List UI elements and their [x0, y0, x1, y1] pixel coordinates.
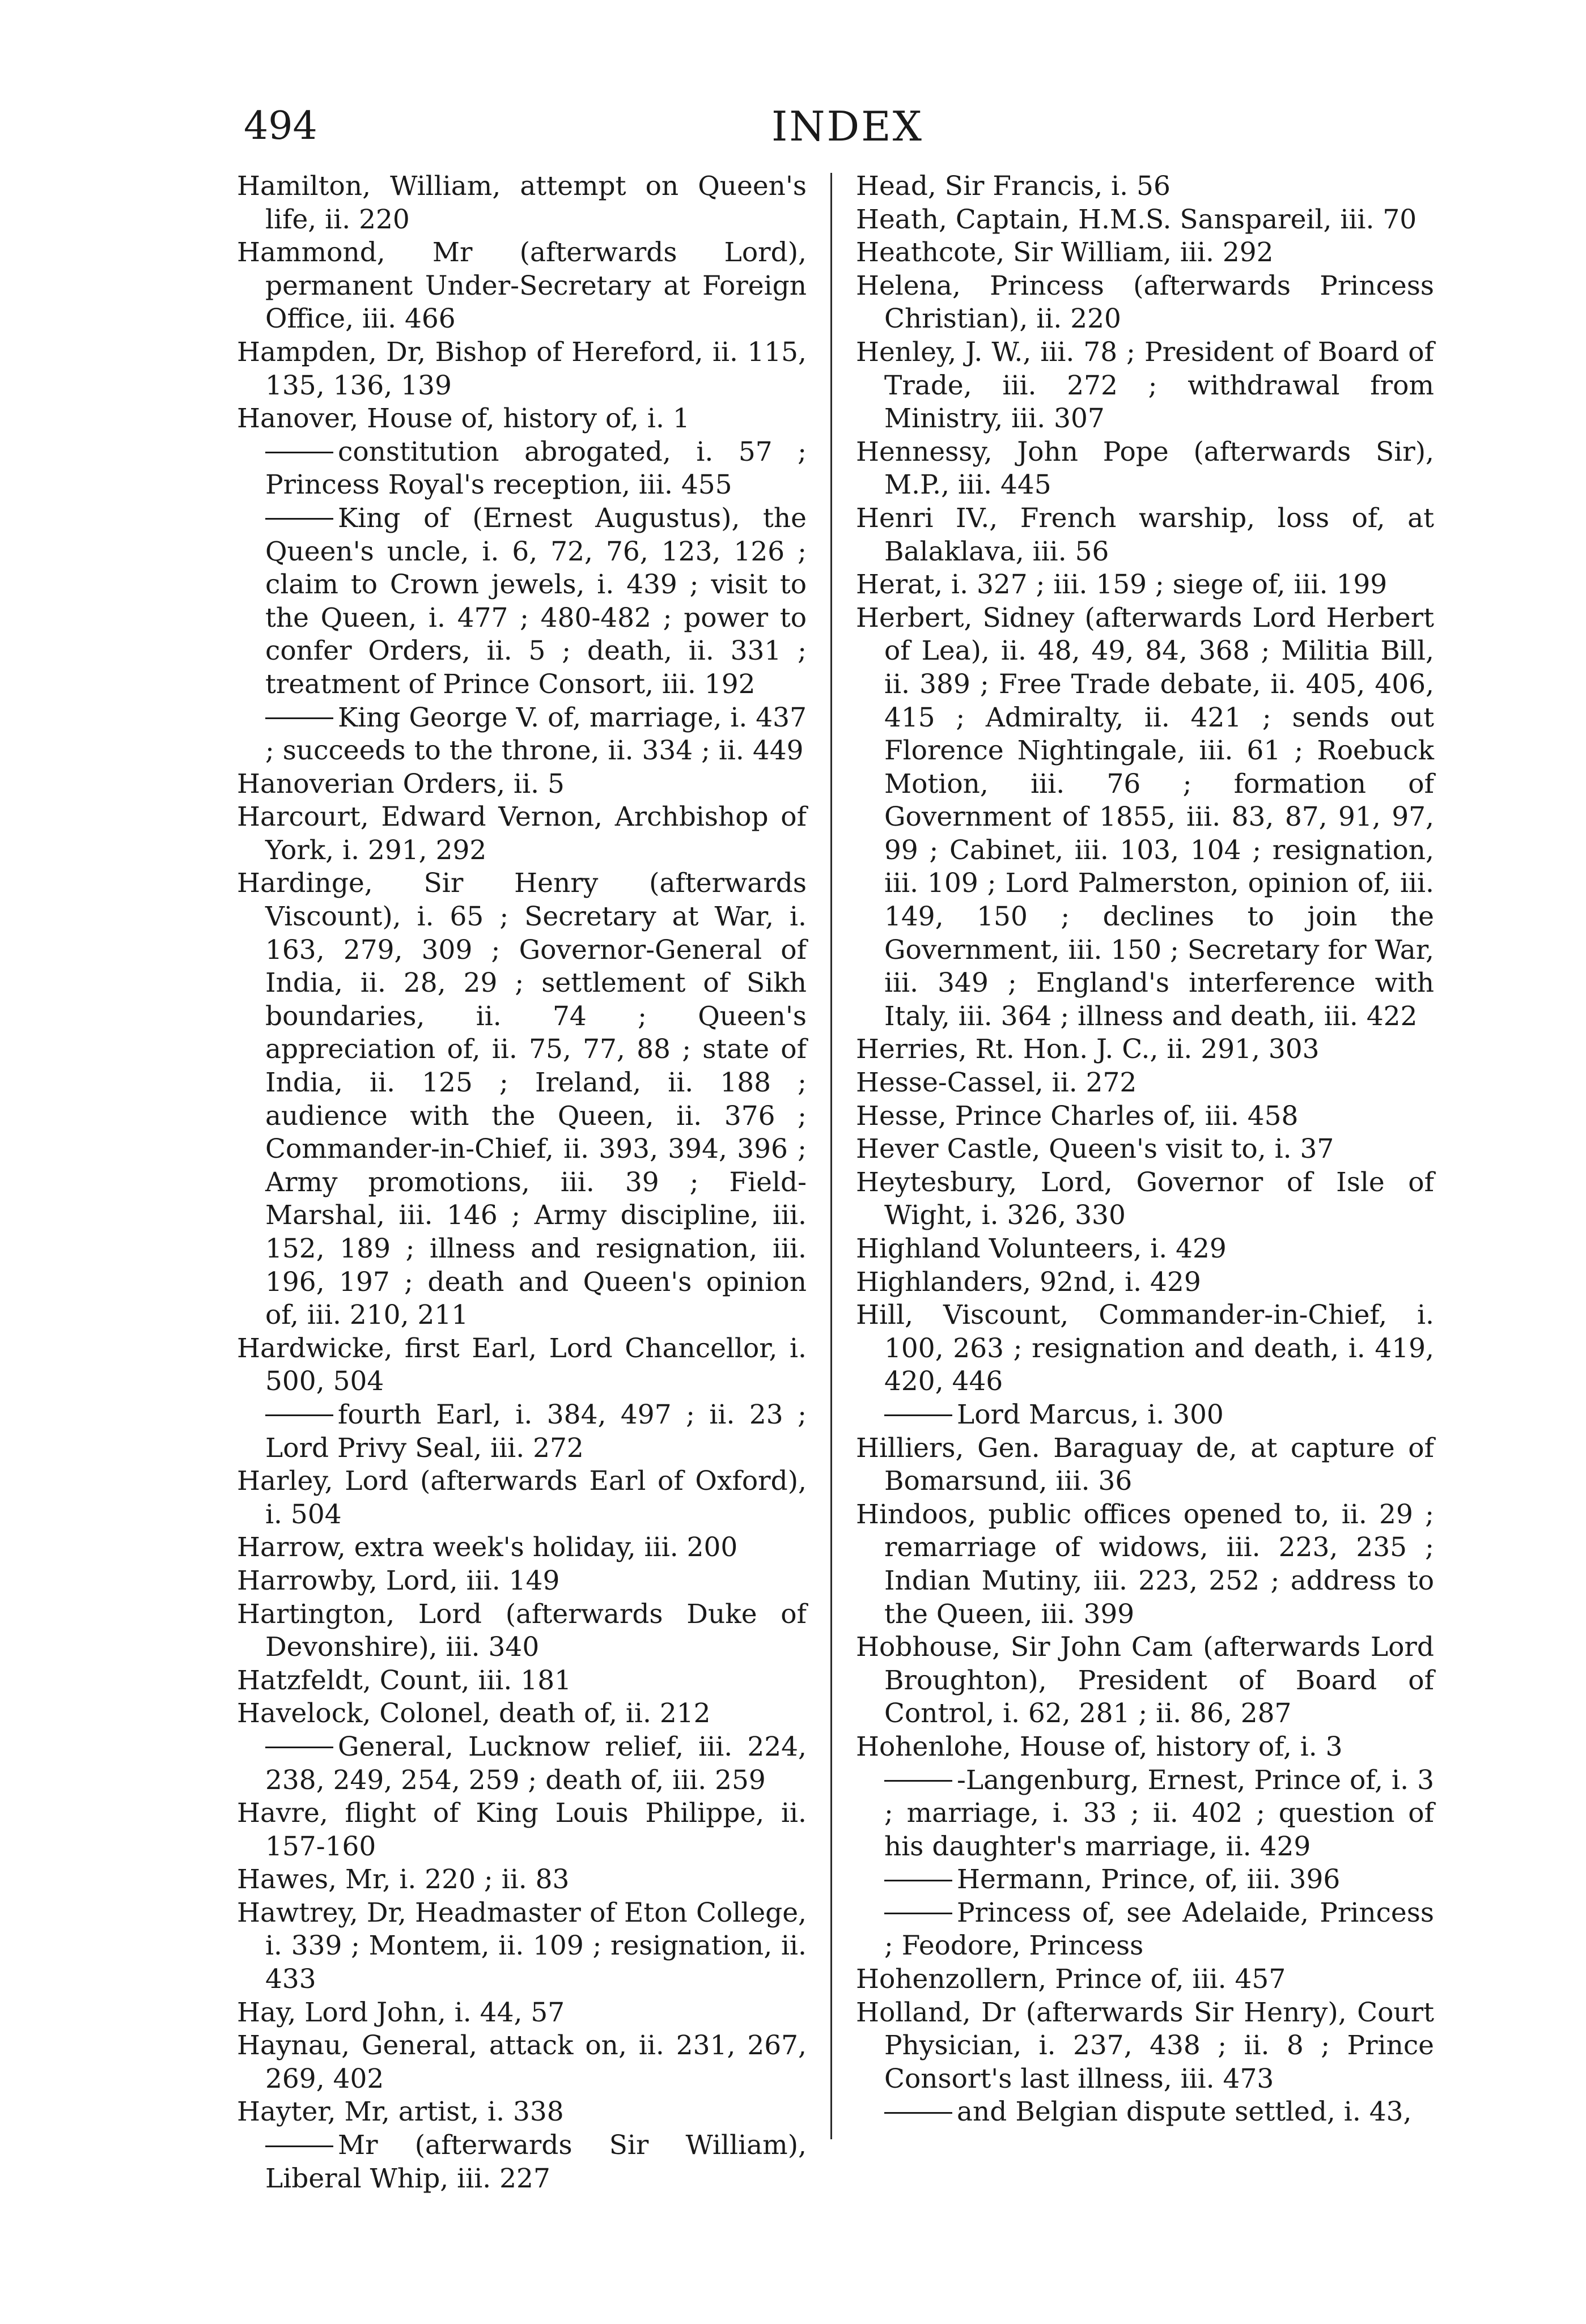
ditto-dash	[884, 2112, 952, 2114]
index-entry	[856, 1033, 1434, 1067]
ditto-dash	[265, 1747, 333, 1748]
index-entry	[856, 502, 1434, 568]
entry-text: General, Lucknow relief, iii. 224, 238, 249, 254, 259 ; death of, iii. 259	[265, 1731, 807, 1796]
index-subentry	[856, 1399, 1434, 1432]
entry-text: Hesse, Prince Charles of, iii. 458	[856, 1100, 1299, 1132]
column-divider	[830, 173, 832, 2139]
entry-text: Princess of, see Adelaide, Princess ; Feodore, Princess	[884, 1897, 1434, 1962]
index-subentry	[237, 502, 807, 702]
index-entry	[237, 1863, 807, 1897]
index-entry	[856, 436, 1434, 502]
index-entry	[237, 768, 807, 801]
entry-text: Hardwicke, first Earl, Lord Chancellor, i. 500, 504	[237, 1332, 807, 1397]
entry-text: Hohenzollern, Prince of, iii. 457	[856, 1964, 1286, 1995]
index-entry	[237, 1332, 807, 1399]
entry-text: -Langenburg, Ernest, Prince of, i. 3 ; marriage, i. 33 ; ii. 402 ; question of his daughter's marriage, ii. 429	[884, 1764, 1434, 1862]
entry-text: Hesse-Cassel, ii. 272	[856, 1067, 1137, 1099]
entry-text: Heytesbury, Lord, Governor of Isle of Wight, i. 326, 330	[856, 1166, 1434, 1231]
index-entry	[856, 236, 1434, 270]
index-entry	[856, 1432, 1434, 1498]
index-entry	[856, 1963, 1434, 1996]
entry-text: Hohenlohe, House of, history of, i. 3	[856, 1731, 1343, 1762]
index-entry	[856, 336, 1434, 436]
index-entry	[856, 1100, 1434, 1133]
index-entry	[237, 402, 807, 436]
ditto-dash	[884, 1880, 952, 1881]
index-entry	[237, 236, 807, 336]
index-column-right	[856, 170, 1434, 2129]
entry-text: Lord Marcus, i. 300	[957, 1399, 1224, 1430]
entry-text: King of (Ernest Augustus), the Queen's uncle, i. 6, 72, 76, 123, 126 ; claim to Crown jewels, i. 439 ; visit to the Queen, i. 477 ; 480-482 ; power to confer Orders, ii. 5 ; death, ii. 331 ; treatment of Prince Consort, iii. 192	[265, 502, 807, 700]
entry-text: Mr (afterwards Sir William), Liberal Whip, iii. 227	[265, 2130, 807, 2194]
index-entry	[237, 1465, 807, 1531]
index-entry	[237, 801, 807, 867]
entry-text: Harrow, extra week's holiday, iii. 200	[237, 1532, 738, 1564]
entry-text: Herat, i. 327 ; iii. 159 ; siege of, iii. 199	[856, 569, 1388, 601]
index-entry	[237, 1664, 807, 1698]
index-entry	[856, 1498, 1434, 1631]
ditto-dash	[884, 1414, 952, 1416]
index-subentry	[237, 702, 807, 768]
entry-text: Havre, flight of King Louis Philippe, ii. 157-160	[237, 1798, 807, 1862]
entry-text: Hindoos, public offices opened to, ii. 29 ; remarriage of widows, iii. 223, 235 ; Indian Mutiny, iii. 223, 252 ; address to the Queen, iii. 399	[856, 1498, 1434, 1630]
index-entry	[237, 2096, 807, 2129]
page-number: 494	[244, 104, 317, 148]
index-entry	[856, 270, 1434, 336]
entry-text: Henri IV., French warship, loss of, at Balaklava, iii. 56	[856, 502, 1434, 567]
index-entry	[856, 568, 1434, 602]
index-entry	[856, 1996, 1434, 2096]
index-entry	[856, 1067, 1434, 1100]
index-entry	[856, 1233, 1434, 1266]
entry-text: Hill, Viscount, Commander-in-Chief, i. 100, 263 ; resignation and death, i. 419, 420, 446	[856, 1299, 1434, 1397]
ditto-dash	[265, 2145, 333, 2147]
entry-text: and Belgian dispute settled, i. 43,	[957, 2096, 1412, 2128]
entry-text: Highlanders, 92nd, i. 429	[856, 1266, 1201, 1298]
entry-text: Hawtrey, Dr, Headmaster of Eton College, i. 339 ; Montem, ii. 109 ; resignation, ii. 433	[237, 1897, 807, 1995]
entry-text: Harrowby, Lord, iii. 149	[237, 1565, 560, 1596]
entry-text: Harley, Lord (afterwards Earl of Oxford), i. 504	[237, 1465, 807, 1530]
index-entry	[237, 336, 807, 402]
index-entry	[237, 1897, 807, 1996]
entry-text: Havelock, Colonel, death of, ii. 212	[237, 1698, 711, 1730]
entry-text: Haynau, General, attack on, ii. 231, 267, 269, 402	[237, 2030, 807, 2094]
entry-text: Hobhouse, Sir John Cam (afterwards Lord Broughton), President of Board of Control, i. 62, 281 ; ii. 86, 287	[856, 1632, 1434, 1730]
entry-text: Heath, Captain, H.M.S. Sanspareil, iii. 70	[856, 203, 1417, 235]
entry-text: Hay, Lord John, i. 44, 57	[237, 1996, 565, 2028]
index-entry	[856, 1631, 1434, 1731]
entry-text: Herbert, Sidney (afterwards Lord Herbert of Lea), ii. 48, 49, 84, 368 ; Militia Bill, ii. 389 ; Free Trade debate, ii. 405, 406, 415 ; Admiralty, ii. 421 ; sends out Florence Nightingale, iii. 61 ; Roebuck Motion, iii. 76 ; formation of Government of 1855, iii. 83, 87, 91, 97, 99 ; Cabinet, iii. 103, 104 ; resignation, iii. 109 ; Lord Palmerston, opinion of, iii. 149, 150 ; declines to join the Government, iii. 150 ; Secretary for War, iii. 349 ; England's interference with Italy, iii. 364 ; illness and death, iii. 422	[856, 602, 1434, 1032]
entry-text: Hawes, Mr, i. 220 ; ii. 83	[237, 1864, 570, 1896]
entry-text: Henley, J. W., iii. 78 ; President of Board of Trade, iii. 272 ; withdrawal from Ministry, iii. 307	[856, 336, 1434, 435]
index-entry	[856, 203, 1434, 237]
index-entry	[237, 1797, 807, 1863]
entry-text: Hatzfeldt, Count, iii. 181	[237, 1664, 572, 1696]
ditto-dash	[265, 518, 333, 520]
entry-text: Heathcote, Sir William, iii. 292	[856, 237, 1274, 269]
ditto-dash	[884, 1913, 952, 1914]
index-subentry	[237, 2129, 807, 2195]
index-entry	[856, 1299, 1434, 1399]
entry-text: Hartington, Lord (afterwards Duke of Devonshire), iii. 340	[237, 1598, 807, 1663]
index-entry	[856, 602, 1434, 1034]
index-entry	[237, 1697, 807, 1731]
index-subentry	[856, 1863, 1434, 1897]
entry-text: constitution abrogated, i. 57 ; Princess Royal's reception, iii. 455	[265, 436, 807, 501]
index-entry	[237, 1996, 807, 2030]
index-entry	[856, 1266, 1434, 1299]
entry-text: King George V. of, marriage, i. 437 ; succeeds to the throne, ii. 334 ; ii. 449	[265, 702, 807, 767]
page-title: INDEX	[771, 103, 923, 150]
index-subentry	[856, 2096, 1434, 2129]
ditto-dash	[884, 1780, 952, 1782]
entry-text: fourth Earl, i. 384, 497 ; ii. 23 ; Lord Privy Seal, iii. 272	[265, 1399, 807, 1464]
entry-text: Holland, Dr (afterwards Sir Henry), Court Physician, i. 237, 438 ; ii. 8 ; Prince Consort's last illness, iii. 473	[856, 1996, 1434, 2094]
index-subentry	[237, 1399, 807, 1465]
entry-text: Head, Sir Francis, i. 56	[856, 171, 1171, 202]
index-entry	[237, 2029, 807, 2096]
entry-text: Hampden, Dr, Bishop of Hereford, ii. 115, 135, 136, 139	[237, 336, 807, 401]
index-entry	[237, 1565, 807, 1598]
entry-text: Hamilton, William, attempt on Queen's life, ii. 220	[237, 171, 807, 235]
entry-text: Hanoverian Orders, ii. 5	[237, 768, 565, 800]
index-column-left	[237, 170, 807, 2195]
entry-text: Hever Castle, Queen's visit to, i. 37	[856, 1133, 1334, 1165]
entry-text: Herries, Rt. Hon. J. C., ii. 291, 303	[856, 1034, 1320, 1065]
entry-text: Helena, Princess (afterwards Princess Christian), ii. 220	[856, 270, 1434, 335]
entry-text: Hayter, Mr, artist, i. 338	[237, 2096, 564, 2128]
entry-text: Hilliers, Gen. Baraguay de, at capture of Bomarsund, iii. 36	[856, 1432, 1434, 1497]
index-entry	[856, 1166, 1434, 1233]
entry-text: Hennessy, John Pope (afterwards Sir), M.P., iii. 445	[856, 436, 1434, 501]
index-entry	[856, 1133, 1434, 1166]
ditto-dash	[265, 452, 333, 453]
index-entry	[856, 1731, 1434, 1764]
index-entry	[237, 1598, 807, 1664]
index-entry	[237, 867, 807, 1332]
entry-text: Harcourt, Edward Vernon, Archbishop of York, i. 291, 292	[237, 801, 807, 866]
entry-text: Hammond, Mr (afterwards Lord), permanent Under-Secretary at Foreign Office, iii. 466	[237, 237, 807, 335]
index-subentry	[237, 1731, 807, 1797]
index-subentry	[856, 1897, 1434, 1963]
ditto-dash	[265, 717, 333, 719]
index-subentry	[237, 436, 807, 502]
index-subentry	[856, 1764, 1434, 1864]
page-header	[244, 101, 1451, 152]
entry-text: Highland Volunteers, i. 429	[856, 1233, 1227, 1264]
entry-text: Hardinge, Sir Henry (afterwards Viscount), i. 65 ; Secretary at War, i. 163, 279, 309 ; Governor-General of India, ii. 28, 29 ; settlement of Sikh boundaries, ii. 74 ; Queen's appreciation of, ii. 75, 77, 88 ; state of India, ii. 125 ; Ireland, ii. 188 ; audience with the Queen, ii. 376 ; Commander-in-Chief, ii. 393, 394, 396 ; Army promotions, iii. 39 ; Field-Marshal, iii. 146 ; Army discipline, iii. 152, 189 ; illness and resignation, iii. 196, 197 ; death and Queen's opinion of, iii. 210, 211	[237, 868, 807, 1331]
entry-text: Hermann, Prince, of, iii. 396	[957, 1864, 1341, 1896]
index-entry	[237, 1531, 807, 1565]
ditto-dash	[265, 1414, 333, 1416]
index-entry	[237, 170, 807, 236]
index-entry	[856, 170, 1434, 203]
entry-text: Hanover, House of, history of, i. 1	[237, 403, 690, 435]
